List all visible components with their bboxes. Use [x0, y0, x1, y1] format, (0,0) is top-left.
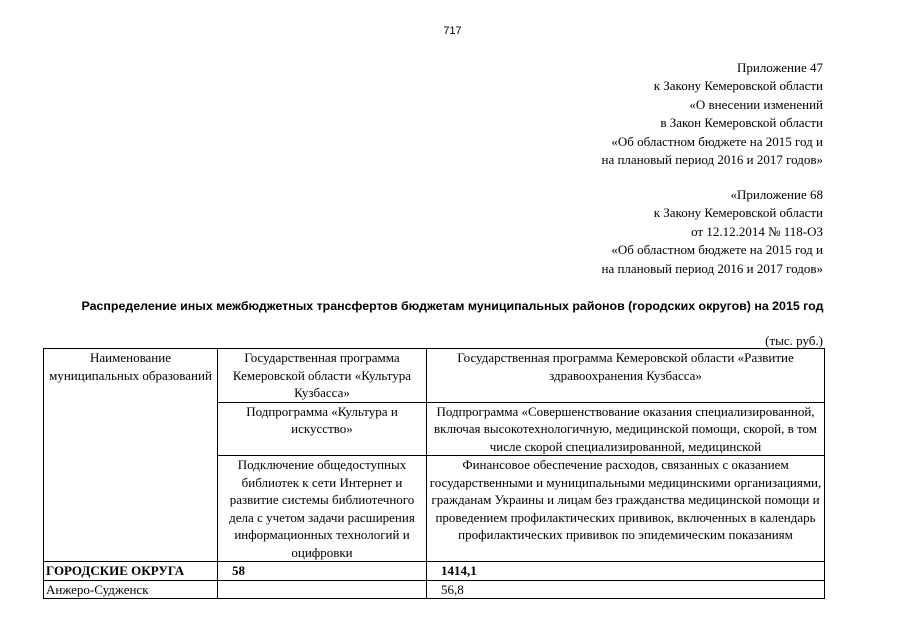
- page-number: 717: [443, 25, 462, 37]
- row-name: Анжеро-Судженск: [44, 580, 218, 599]
- appendix-block-2: [602, 186, 824, 278]
- header-program-health: Государственная программа Кемеровской области «Развитие здравоохранения Кузбасса»: [427, 349, 825, 403]
- row-name: ГОРОДСКИЕ ОКРУГА: [44, 562, 218, 581]
- appendix-line: к Закону Кемеровской области: [653, 205, 823, 221]
- appendix-line: на плановый период 2016 и 2017 годов»: [601, 260, 823, 276]
- row-value-culture: [218, 580, 427, 599]
- appendix-line: в Закон Кемеровской области: [660, 115, 823, 131]
- row-value-health: 1414,1: [427, 562, 825, 581]
- transfers-table: [43, 348, 825, 599]
- table-row: [44, 580, 825, 599]
- header-program-culture: Государственная программа Кемеровской области «Культура Кузбасса»: [218, 349, 427, 403]
- header-subprogram-culture: Подпрограмма «Культура и искусство»: [218, 402, 427, 456]
- appendix-line: к Закону Кемеровской области: [653, 78, 823, 94]
- table-header-row: [44, 349, 825, 403]
- header-municipality: Наименование муниципальных образований: [44, 349, 218, 562]
- appendix-line: «Об областном бюджете на 2015 год и: [611, 242, 823, 258]
- appendix-line: на плановый период 2016 и 2017 годов»: [601, 152, 823, 168]
- appendix-line: от 12.12.2014 № 118-ОЗ: [691, 223, 823, 239]
- appendix-line: Приложение 47: [736, 60, 823, 75]
- row-value-health: 56,8: [427, 580, 825, 599]
- document-title: Распределение иных межбюджетных трансфертов бюджетам муниципальных районов (городских округов) на 2015 год: [81, 299, 824, 313]
- appendix-line: «Приложение 68: [730, 187, 823, 202]
- header-measure-libraries: Подключение общедоступных библиотек к сети Интернет и развитие системы библиотечного дела с учетом задачи расширения информационных технологий и оцифровки: [218, 456, 427, 562]
- appendix-line: «О внесении изменений: [689, 96, 823, 112]
- appendix-line: «Об областном бюджете на 2015 год и: [611, 133, 823, 149]
- table-row: [44, 562, 825, 581]
- header-subprogram-health: Подпрограмма «Совершенствование оказания специализированной, включая высокотехнологичную, медицинской помощи, скорой, в том числе скорой специализированной, медицинской: [427, 402, 825, 456]
- appendix-block-1: [602, 59, 824, 169]
- units-label: (тыс. руб.): [765, 333, 823, 348]
- header-measure-medical: Финансовое обеспечение расходов, связанных с оказанием государственными и муниципальными медицинскими организациями, гражданам Украины и лицам без гражданства медицинской помощи и проведением профилактических прививок, включенных в календарь профилактических прививок по эпидемическим показаниям: [427, 456, 825, 562]
- row-value-culture: 58: [218, 562, 427, 581]
